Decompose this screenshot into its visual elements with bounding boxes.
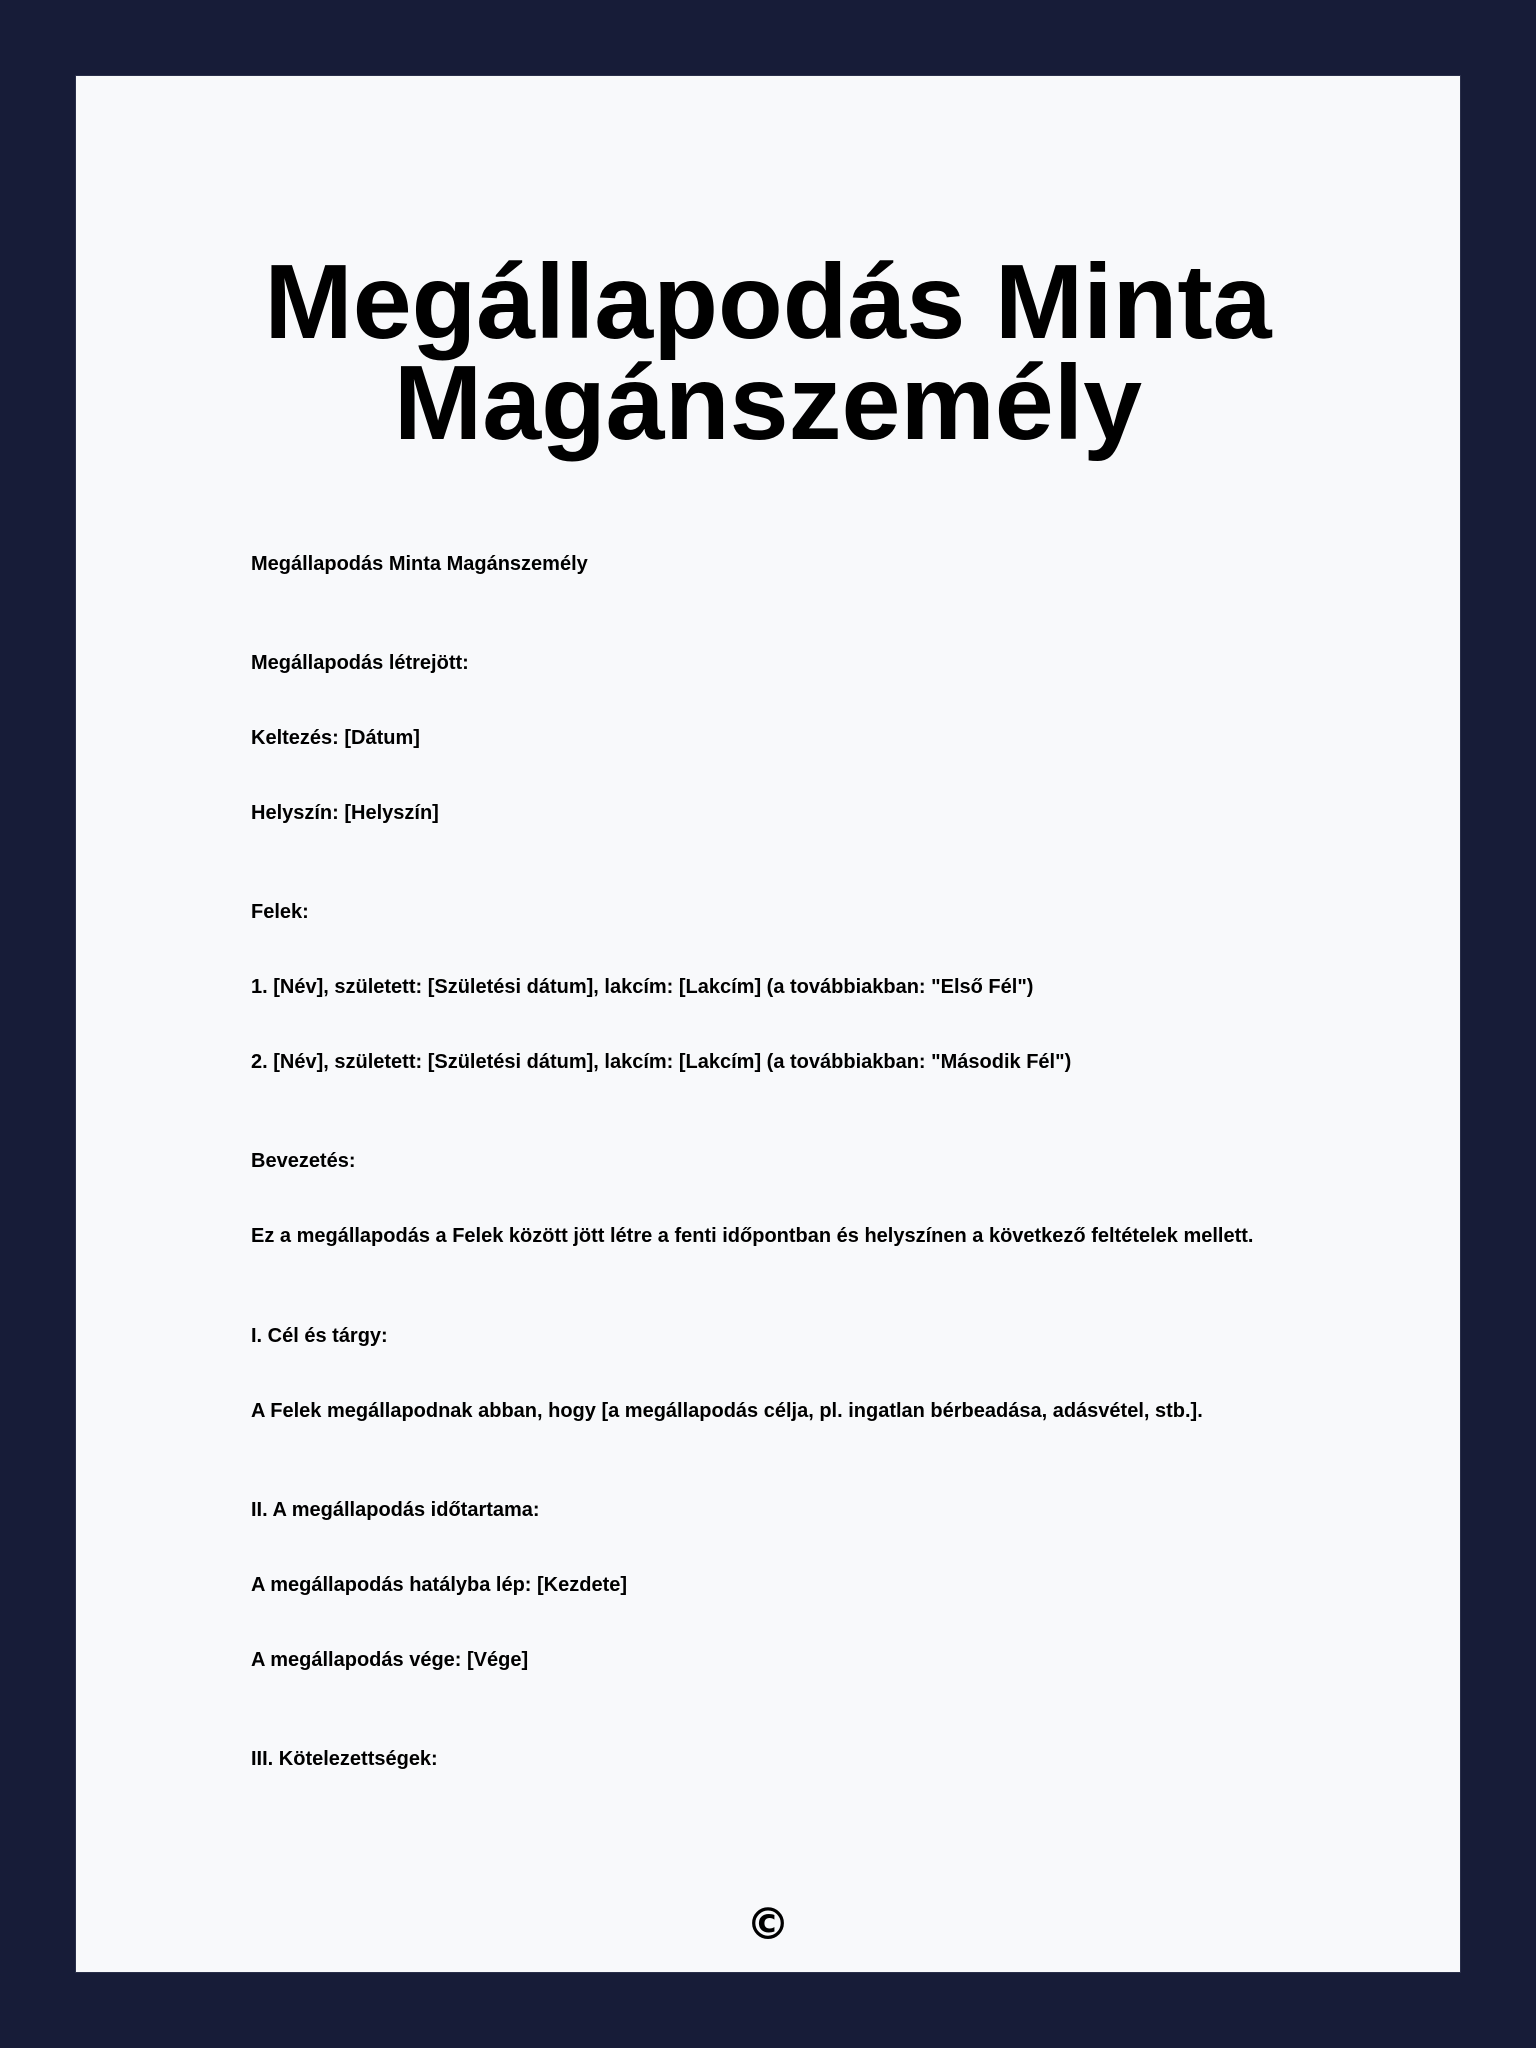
introduction-heading: Bevezetés: bbox=[251, 1150, 356, 1172]
agreement-created-label: Megállapodás létrejött: bbox=[251, 652, 469, 674]
location-field: Helyszín: [Helyszín] bbox=[251, 802, 439, 824]
copyright-icon: © bbox=[746, 1899, 790, 1950]
document-heading: Megállapodás Minta Magánszemély bbox=[251, 553, 588, 575]
section-3-heading: III. Kötelezettségek: bbox=[251, 1748, 438, 1770]
document-title bbox=[76, 243, 1460, 462]
section-1-text: A Felek megállapodnak abban, hogy [a megállapodás célja, pl. ingatlan bérbeadása, adásvétel, stb.]. bbox=[251, 1400, 1203, 1422]
section-1-heading: I. Cél és tárgy: bbox=[251, 1325, 388, 1347]
end-date-field: A megállapodás vége: [Vége] bbox=[251, 1649, 529, 1671]
parties-heading: Felek: bbox=[251, 901, 309, 923]
section-2-heading: II. A megállapodás időtartama: bbox=[251, 1499, 540, 1521]
title-line-2: Magánszemély bbox=[393, 344, 1143, 462]
date-field: Keltezés: [Dátum] bbox=[251, 727, 420, 749]
introduction-text: Ez a megállapodás a Felek között jött létre a fenti időpontban és helyszínen a következő feltételek mellett. bbox=[251, 1225, 1254, 1247]
party-two: 2. [Név], született: [Születési dátum], lakcím: [Lakcím] (a továbbiakban: "Második Fél") bbox=[251, 1051, 1072, 1073]
title-line-1: Megállapodás Minta bbox=[264, 243, 1272, 361]
party-one: 1. [Név], született: [Születési dátum], lakcím: [Lakcím] (a továbbiakban: "Első Fél") bbox=[251, 976, 1034, 998]
start-date-field: A megállapodás hatályba lép: [Kezdete] bbox=[251, 1574, 628, 1596]
document-page bbox=[75, 75, 1461, 1973]
